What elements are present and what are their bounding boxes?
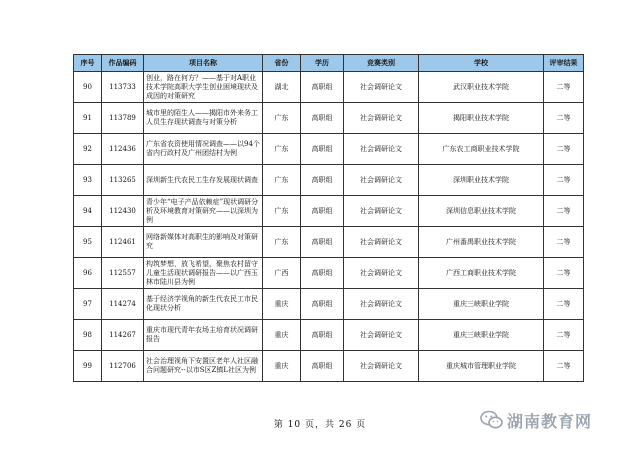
row-result: 二等 bbox=[544, 165, 584, 196]
row-school: 重庆城市管理职业学院 bbox=[419, 351, 544, 382]
row-code: 114267 bbox=[102, 320, 144, 351]
row-category: 社会调研论文 bbox=[344, 227, 419, 258]
header-category: 竞赛类别 bbox=[344, 55, 419, 72]
row-school: 重庆三峡职业学院 bbox=[419, 320, 544, 351]
row-index: 93 bbox=[74, 165, 102, 196]
row-title: 城市里的陌生人——揭阳市外来务工人员生存现状调查与对策分析 bbox=[144, 103, 263, 134]
row-result: 二等 bbox=[544, 258, 584, 289]
header-school: 学校 bbox=[419, 55, 544, 72]
header-result: 评审结果 bbox=[544, 55, 584, 72]
header-title: 项目名称 bbox=[144, 55, 263, 72]
row-school: 深圳职业技术学院 bbox=[419, 165, 544, 196]
table-row bbox=[74, 289, 584, 320]
row-index: 91 bbox=[74, 103, 102, 134]
row-province: 广东 bbox=[263, 165, 301, 196]
row-index: 96 bbox=[74, 258, 102, 289]
row-code: 113733 bbox=[102, 72, 144, 103]
row-category: 社会调研论文 bbox=[344, 103, 419, 134]
row-code: 112436 bbox=[102, 134, 144, 165]
row-category: 社会调研论文 bbox=[344, 320, 419, 351]
row-level: 高职组 bbox=[301, 320, 344, 351]
row-category: 社会调研论文 bbox=[344, 351, 419, 382]
row-result: 二等 bbox=[544, 320, 584, 351]
row-school: 揭阳职业技术学院 bbox=[419, 103, 544, 134]
row-province: 湖北 bbox=[263, 72, 301, 103]
row-index: 95 bbox=[74, 227, 102, 258]
row-index: 97 bbox=[74, 289, 102, 320]
row-title: 基于经济学视角的新生代农民工市民化现状分析 bbox=[144, 289, 263, 320]
row-province: 广东 bbox=[263, 134, 301, 165]
row-level: 高职组 bbox=[301, 289, 344, 320]
row-school: 深圳信息职业技术学院 bbox=[419, 196, 544, 227]
row-school: 广东农工商职业技术学院 bbox=[419, 134, 544, 165]
row-school: 广州番禺职业技术学院 bbox=[419, 227, 544, 258]
row-result: 二等 bbox=[544, 227, 584, 258]
header-index: 序号 bbox=[74, 55, 102, 72]
table-row bbox=[74, 103, 584, 134]
row-result: 二等 bbox=[544, 72, 584, 103]
row-title: 深圳新生代农民工生存发展现状调查 bbox=[144, 165, 263, 196]
watermark-text: 湖南教育网 bbox=[507, 411, 593, 431]
row-index: 94 bbox=[74, 196, 102, 227]
row-code: 112430 bbox=[102, 196, 144, 227]
header-code: 作品编码 bbox=[102, 55, 144, 72]
table-row bbox=[74, 227, 584, 258]
row-result: 二等 bbox=[544, 103, 584, 134]
row-title: 构筑梦想，放飞希望，聚焦农村留守儿童生活现状调研报告——以广西玉林市陆川县为例 bbox=[144, 258, 263, 289]
table-row bbox=[74, 72, 584, 103]
row-index: 98 bbox=[74, 320, 102, 351]
row-school: 重庆三峡职业学院 bbox=[419, 289, 544, 320]
row-title: 广东省农资使用情况调查——以94个省内行政村及广州团结村为例 bbox=[144, 134, 263, 165]
row-category: 社会调研论文 bbox=[344, 134, 419, 165]
row-index: 92 bbox=[74, 134, 102, 165]
row-level: 高职组 bbox=[301, 72, 344, 103]
row-school: 武汉职业技术学院 bbox=[419, 72, 544, 103]
row-title: 青少年“电子产品依赖症”现状调研分析及环境教育对策研究——以深圳为例 bbox=[144, 196, 263, 227]
table-row bbox=[74, 351, 584, 382]
row-level: 高职组 bbox=[301, 103, 344, 134]
row-result: 二等 bbox=[544, 196, 584, 227]
row-code: 114274 bbox=[102, 289, 144, 320]
table-row bbox=[74, 320, 584, 351]
row-province: 广东 bbox=[263, 227, 301, 258]
row-result: 二等 bbox=[544, 289, 584, 320]
row-province: 重庆 bbox=[263, 289, 301, 320]
wechat-icon bbox=[480, 410, 504, 430]
row-result: 二等 bbox=[544, 134, 584, 165]
row-province: 重庆 bbox=[263, 351, 301, 382]
row-school: 广西工商职业技术学院 bbox=[419, 258, 544, 289]
row-title: 社会治理视角下安置区老年人社区融合问题研究--以市S区Z镇L社区为例 bbox=[144, 351, 263, 382]
row-category: 社会调研论文 bbox=[344, 196, 419, 227]
row-level: 高职组 bbox=[301, 165, 344, 196]
row-title: 网络新媒体对高职生的影响及对策研究 bbox=[144, 227, 263, 258]
row-level: 高职组 bbox=[301, 134, 344, 165]
row-title: 重庆市现代青年农场主培育状况调研报告 bbox=[144, 320, 263, 351]
row-title: 创业，路在何方？——基于对A职业技术学院高职大学生创业困境现状及成因的对策研究 bbox=[144, 72, 263, 103]
row-province: 广东 bbox=[263, 103, 301, 134]
row-code: 113265 bbox=[102, 165, 144, 196]
row-level: 高职组 bbox=[301, 196, 344, 227]
results-table bbox=[73, 54, 584, 382]
row-level: 高职组 bbox=[301, 227, 344, 258]
row-code: 112461 bbox=[102, 227, 144, 258]
row-level: 高职组 bbox=[301, 351, 344, 382]
row-code: 112557 bbox=[102, 258, 144, 289]
row-category: 社会调研论文 bbox=[344, 289, 419, 320]
row-index: 99 bbox=[74, 351, 102, 382]
table-row bbox=[74, 134, 584, 165]
page-number: 第 10 页，共 26 页 bbox=[273, 420, 367, 430]
row-province: 重庆 bbox=[263, 320, 301, 351]
row-code: 112706 bbox=[102, 351, 144, 382]
row-province: 广西 bbox=[263, 258, 301, 289]
row-category: 社会调研论文 bbox=[344, 72, 419, 103]
table-row bbox=[74, 196, 584, 227]
row-result: 二等 bbox=[544, 351, 584, 382]
row-level: 高职组 bbox=[301, 258, 344, 289]
watermark bbox=[480, 408, 630, 432]
row-category: 社会调研论文 bbox=[344, 165, 419, 196]
header-province: 省份 bbox=[263, 55, 301, 72]
table-row bbox=[74, 258, 584, 289]
table-header-row bbox=[74, 55, 584, 72]
header-level: 学历 bbox=[301, 55, 344, 72]
row-index: 90 bbox=[74, 72, 102, 103]
table-row bbox=[74, 165, 584, 196]
row-category: 社会调研论文 bbox=[344, 258, 419, 289]
row-code: 113789 bbox=[102, 103, 144, 134]
row-province: 广东 bbox=[263, 196, 301, 227]
